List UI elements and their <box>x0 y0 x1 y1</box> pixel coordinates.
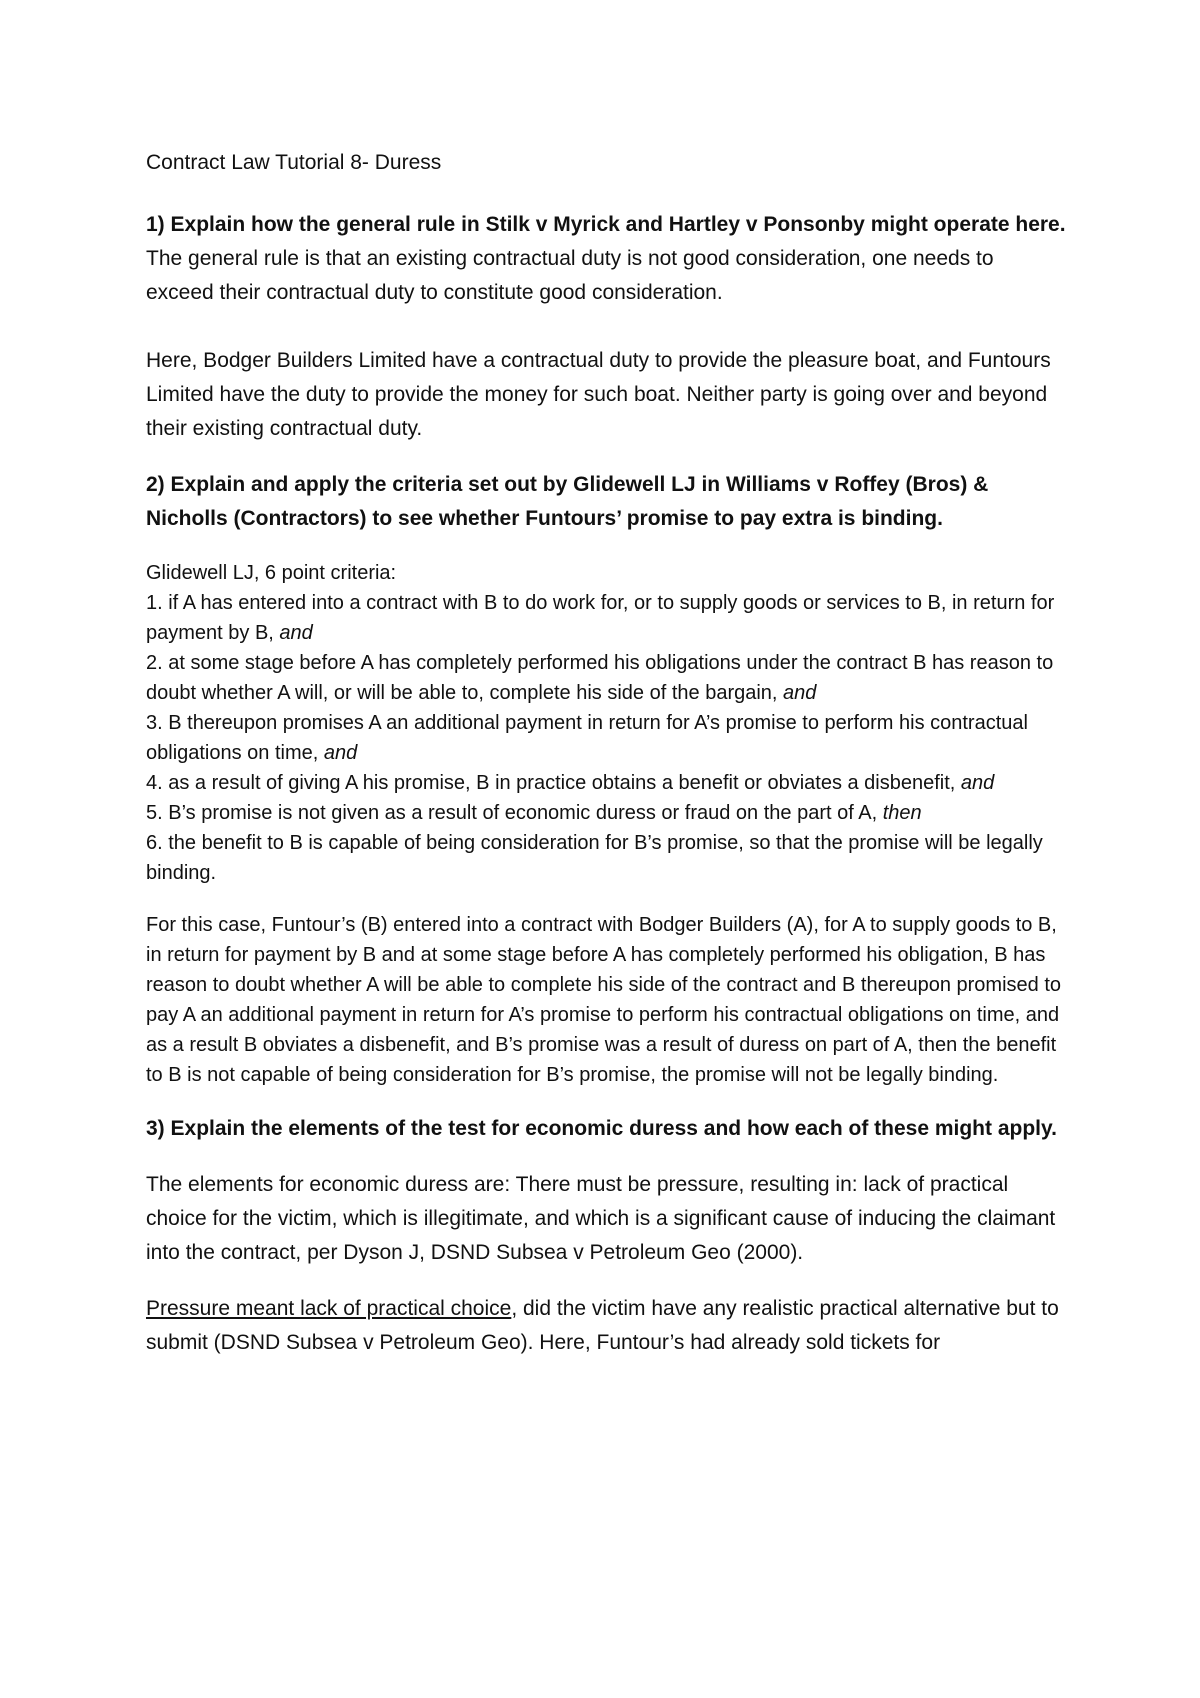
question-3-answer-paragraph-2: Pressure meant lack of practical choice, did the victim have any realistic practical alternative but to submit (DSND Subsea v Petroleum Geo). Here, Funtour’s had already sold tickets for <box>146 1297 1059 1354</box>
criteria-item: 6. the benefit to B is capable of being consideration for B’s promise, so that the promise will be legally binding. <box>146 832 1043 884</box>
pressure-subheading: Pressure meant lack of practical choice <box>146 1297 512 1320</box>
criteria-item: 5. B’s promise is not given as a result of economic duress or fraud on the part of A, then <box>146 802 922 824</box>
question-3-answer-paragraph-1: The elements for economic duress are: There must be pressure, resulting in: lack of practical choice for the victim, which is illegitimate, and which is a significant cause of inducing the claimant into the contract, per Dyson J, DSND Subsea v Petroleum Geo (2000). <box>146 1173 1056 1264</box>
criteria-item: 2. at some stage before A has completely performed his obligations under the contract B has reason to doubt whether A will, or will be able to, complete his side of the bargain, and <box>146 652 1054 704</box>
question-2-heading: 2) Explain and apply the criteria set out by Glidewell LJ in Williams v Roffey (Bros) & Nicholls (Contractors) to see whether Funtours’ promise to pay extra is binding. <box>146 473 989 530</box>
criteria-title: Glidewell LJ, 6 point criteria: <box>146 562 397 584</box>
criteria-item: 1. if A has entered into a contract with B to do work for, or to supply goods or services to B, in return for payment by B, and <box>146 592 1055 644</box>
criteria-list <box>146 588 1066 888</box>
question-2-application: For this case, Funtour’s (B) entered into a contract with Bodger Builders (A), for A to supply goods to B, in return for payment by B and at some stage before A has completely performed his obligation, B has reason to doubt whether A will be able to complete his side of the contract and B thereupon promised to pay A an additional payment in return for A’s promise to perform his contractual obligations on time, and as a result B obviates a disbenefit, and B’s promise was a result of duress on part of A, then the benefit to B is not capable of being consideration for B’s promise, the promise will not be legally binding. <box>146 914 1062 1086</box>
question-1-answer-paragraph-2: Here, Bodger Builders Limited have a contractual duty to provide the pleasure boat, and Funtours Limited have the duty to provide the money for such boat. Neither party is going over and beyond their existing contractual duty. <box>146 349 1051 440</box>
criteria-item: 4. as a result of giving A his promise, B in practice obtains a benefit or obviates a disbenefit, and <box>146 772 995 794</box>
criteria-item: 3. B thereupon promises A an additional payment in return for A’s promise to perform his contractual obligations on time, and <box>146 712 1028 764</box>
question-1-answer-paragraph-1: The general rule is that an existing contractual duty is not good consideration, one needs to exceed their contractual duty to constitute good consideration. <box>146 247 994 304</box>
question-3-heading: 3) Explain the elements of the test for economic duress and how each of these might apply. <box>146 1117 1057 1140</box>
question-1-heading: 1) Explain how the general rule in Stilk v Myrick and Hartley v Ponsonby might operate here. <box>146 213 1066 236</box>
document-title: Contract Law Tutorial 8- Duress <box>146 151 442 174</box>
document-body <box>146 146 1066 1360</box>
